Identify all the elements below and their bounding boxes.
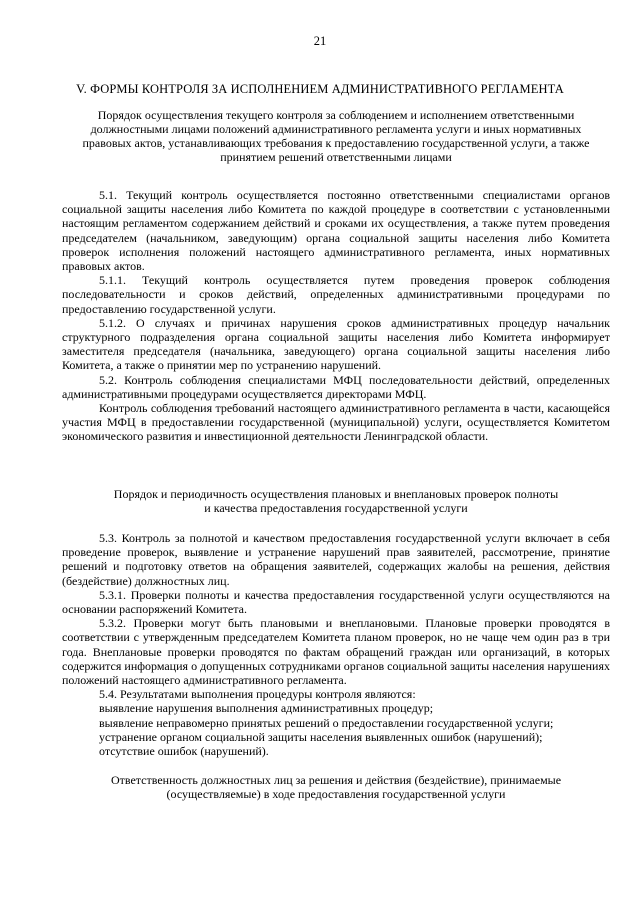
paragraph-5-3-2: 5.3.2. Проверки могут быть плановыми и внеплановыми. Плановые проверки проводятся в соответствии с утвержденным председателем Комитета планом проверок, но не чаще чем один раз в три года. Внеплановые проверки проводятся по фактам обращений граждан или организаций, в которых содержится информация о допущенных сотрудниками органов социальной защиты населения нарушениях положений настоящего административного регламента. [62, 616, 610, 688]
subheading-text: Ответственность должностных лиц за решения и действия (бездействие), принимаемые (осуществляемые) в ходе предоставления государственной услуги [110, 773, 562, 801]
section-5-1-group [62, 188, 610, 444]
subheading-text: Порядок и периодичность осуществления плановых и внеплановых проверок полноты и качества предоставления государственной услуги [113, 487, 559, 515]
subheading-current-control [62, 108, 610, 164]
page-number: 21 [313, 34, 327, 48]
paragraph-5-4: 5.4. Результатами выполнения процедуры контроля являются: [99, 687, 416, 702]
subheading-responsibility [62, 773, 610, 801]
section-5-3-group [62, 531, 610, 758]
paragraph-5-1: 5.1. Текущий контроль осуществляется постоянно ответственными специалистами органов социальной защиты населения либо Комитета по каждой процедуре в соответствии с установленными настоящим регламентом содержанием действий и сроками их осуществления, а также путем проведения председателем (начальником, заведующим) органа социальной защиты населения либо Комитета проверок исполнения положений настоящего административного регламента, иных нормативных правовых актов. [62, 188, 610, 274]
subheading-text: Порядок осуществления текущего контроля за соблюдением и исполнением ответственными должностными лицами положений административного регламента услуги и иных нормативных правовых актов, устанавливающих требования к предоставлению государственной услуги, а также принятием решений ответственными лицами [82, 108, 590, 164]
paragraph-5-1-2: 5.1.2. О случаях и причинах нарушения сроков административных процедур начальник структурного подразделения органа социальной защиты населения либо Комитета информирует заместителя председателя (начальника, заведующего) органа социальной защиты населения либо Комитета, а также о принятии мер по устранению нарушений. [62, 315, 610, 373]
paragraph-5-2: 5.2. Контроль соблюдения специалистами МФЦ последовательности действий, определенных административными процедурами осуществляется директорами МФЦ. [62, 372, 610, 401]
list-item: отсутствие ошибок (нарушений). [99, 744, 269, 759]
paragraph-5-1-1: 5.1.1. Текущий контроль осуществляется путем проведения проверок соблюдения последовательности и сроков действий, определенных административными процедурами по предоставлению государственной услуги. [62, 273, 610, 316]
list-item: выявление неправомерно принятых решений о предоставлении государственной услуги; [99, 715, 554, 730]
section-title: V. ФОРМЫ КОНТРОЛЯ ЗА ИСПОЛНЕНИЕМ АДМИНИСТРАТИВНОГО РЕГЛАМЕНТА [76, 82, 564, 96]
paragraph-5-3-1: 5.3.1. Проверки полноты и качества предоставления государственной услуги осуществляются на основании распоряжений Комитета. [62, 587, 610, 617]
list-item: устранение органом социальной защиты населения выявленных ошибок (нарушений); [99, 729, 543, 744]
paragraph-5-2-mfc: Контроль соблюдения требований настоящего административного регламента в части, касающейся участия МФЦ в предоставлении государственной (муниципальной) услуги, осуществляется Комитетом экономического развития и инвестиционной деятельности Ленинградской области. [62, 401, 610, 444]
paragraph-5-3: 5.3. Контроль за полнотой и качеством предоставления государственной услуги включает в себя проведение проверок, выявление и устранение нарушений прав заявителей, рассмотрение, принятие решений и подготовку ответов на обращения заявителей, содержащих жалобы на решения, действия (бездействие) должностных лиц. [62, 531, 610, 588]
subheading-inspections [62, 487, 610, 515]
list-item: выявление нарушения выполнения административных процедур; [99, 701, 434, 716]
